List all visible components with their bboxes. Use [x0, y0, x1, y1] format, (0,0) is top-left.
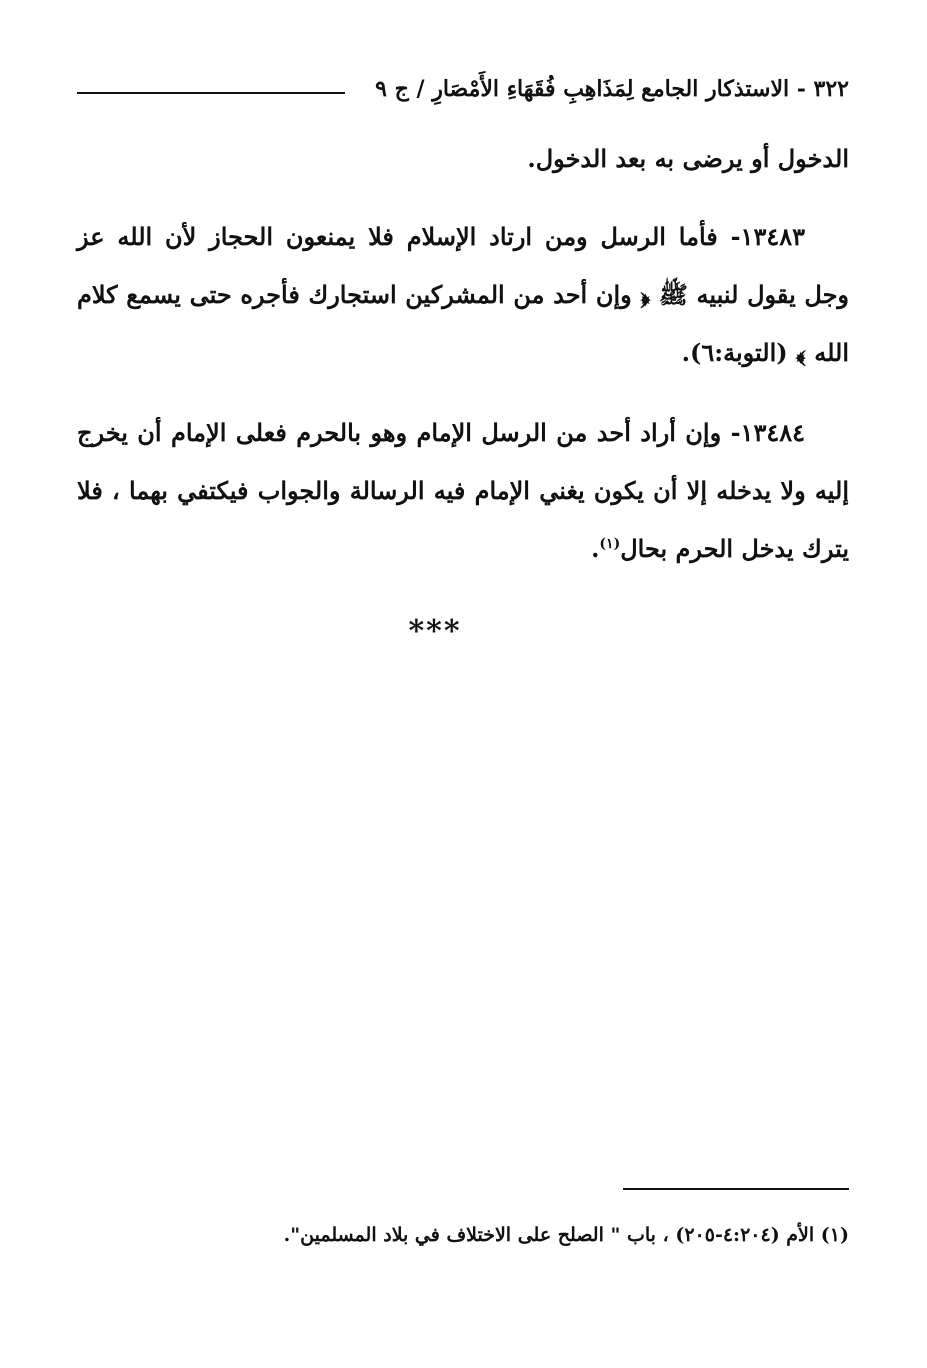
footnote-1: (١) الأم (٤:٢٠٤-٢٠٥) ، باب " الصلح على الاختلاف في بلاد المسلمين".: [283, 1224, 849, 1246]
footnote-reference[interactable]: (١): [599, 536, 621, 552]
running-title: ٣٢٢ - الاستذكار الجامع لِمَذَاهِبِ فُقَهَاءِ الأَمْصَارِ / ج ٩: [375, 76, 849, 102]
paragraph-13484: [77, 404, 849, 578]
paragraph-13484-end: .: [591, 534, 600, 563]
paragraph-13483: ١٣٤٨٣- فأما الرسل ومن ارتاد الإسلام فلا يمنعون الحجاز لأن الله عز وجل يقول لنبيه ﷺ ﴿ وإن أحد من المشركين استجارك فأجره حتى يسمع كلام الله ﴾ (التوبة:٦).: [77, 222, 849, 367]
paragraph-13484-text: ١٣٤٨٤- وإن أراد أحد من الرسل الإمام وهو بالحرم فعلى الإمام أن يخرج إليه ولا يدخله إلا أن يكون يغني الإمام فيه الرسالة والجواب فيكتفي بهما ، فلا يترك يدخل الحرم بحال: [77, 418, 849, 563]
header-rule: [77, 92, 345, 94]
footnote-rule: [623, 1188, 849, 1190]
page-header: [77, 74, 849, 114]
paragraph-continuation: الدخول أو يرضى به بعد الدخول.: [527, 144, 849, 173]
section-separator: ***: [408, 614, 462, 649]
